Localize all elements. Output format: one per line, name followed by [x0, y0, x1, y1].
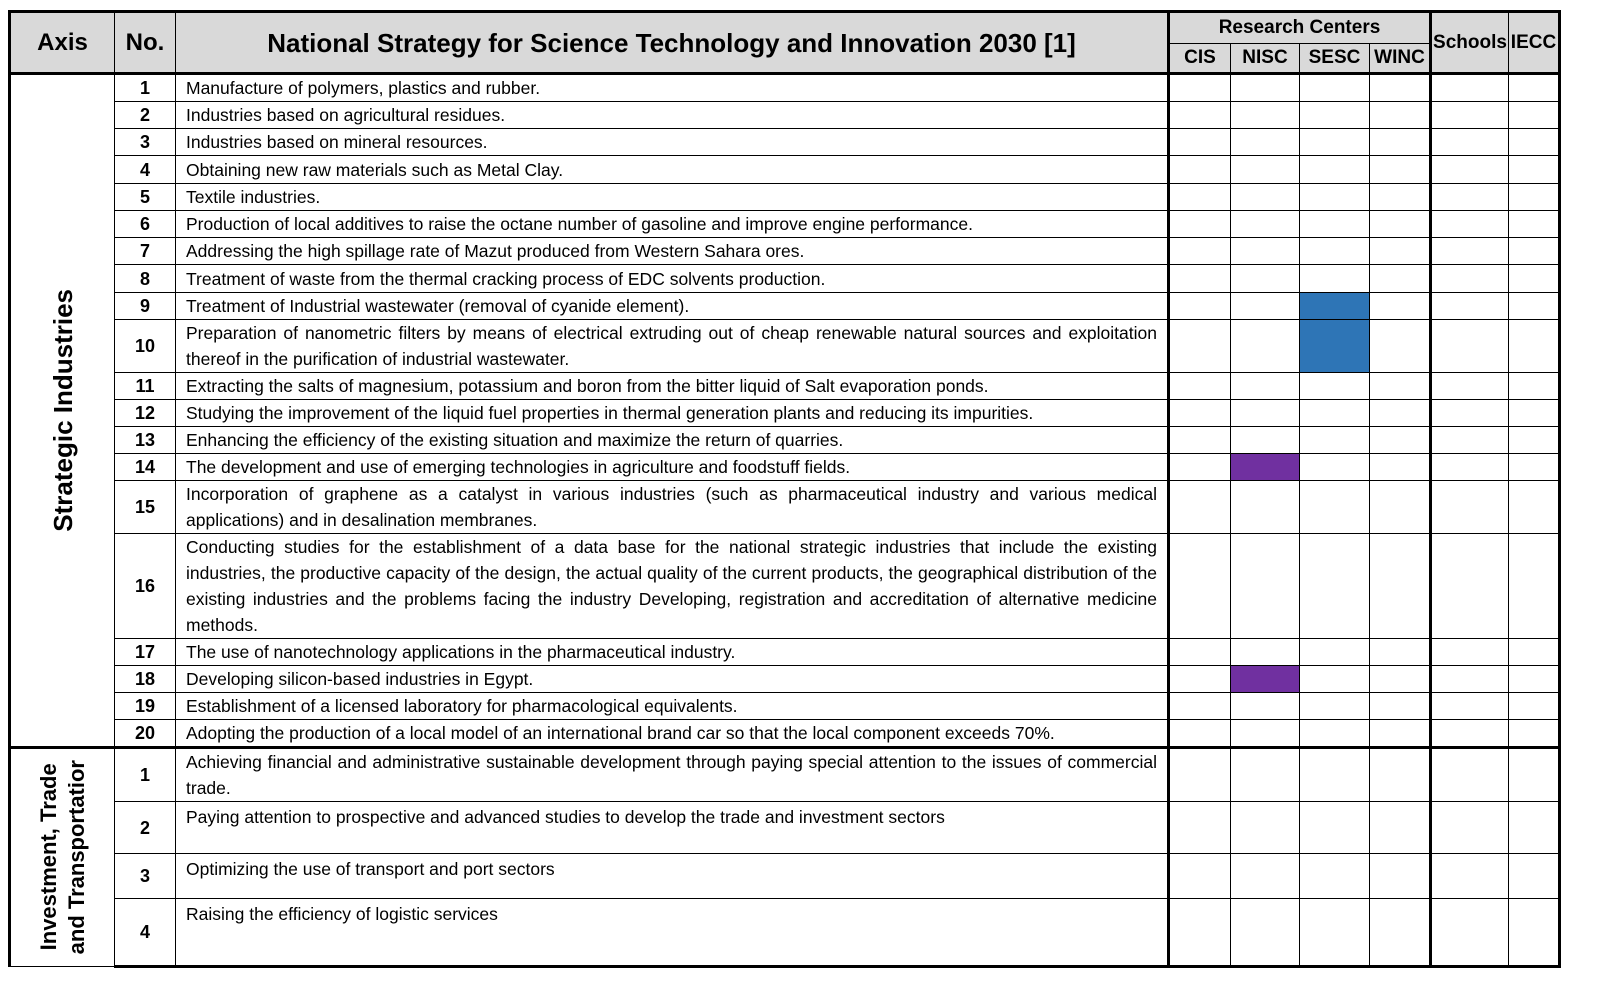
- cell-schools: [1431, 720, 1509, 748]
- cell-iecc: [1509, 74, 1560, 102]
- cell-cis: [1169, 427, 1231, 454]
- cell-iecc: [1509, 639, 1560, 666]
- cell-sesc: [1300, 720, 1370, 748]
- header-axis: Axis: [10, 12, 115, 74]
- row-description: Enhancing the efficiency of the existing situation and maximize the return of quarries.: [176, 427, 1169, 454]
- cell-cis: [1169, 854, 1231, 899]
- row-description: Adopting the production of a local model of an international brand car so that the local component exceeds 70%.: [176, 720, 1169, 748]
- cell-nisc: [1231, 129, 1300, 156]
- header-center-winc: WINC: [1370, 44, 1431, 74]
- cell-winc: [1370, 211, 1431, 238]
- header-iecc: IECC: [1509, 12, 1560, 74]
- cell-cis: [1169, 454, 1231, 481]
- cell-iecc: [1509, 802, 1560, 854]
- row-number: 14: [115, 454, 176, 481]
- row-description: The development and use of emerging technologies in agriculture and foodstuff fields.: [176, 454, 1169, 481]
- table-row: [10, 238, 1560, 265]
- cell-winc: [1370, 748, 1431, 802]
- cell-schools: [1431, 534, 1509, 639]
- cell-nisc: [1231, 481, 1300, 534]
- table-row: [10, 534, 1560, 639]
- cell-winc: [1370, 693, 1431, 720]
- cell-schools: [1431, 748, 1509, 802]
- cell-iecc: [1509, 720, 1560, 748]
- cell-sesc: [1300, 293, 1370, 320]
- cell-schools: [1431, 481, 1509, 534]
- cell-sesc: [1300, 400, 1370, 427]
- cell-winc: [1370, 373, 1431, 400]
- row-description: Obtaining new raw materials such as Metal Clay.: [176, 156, 1169, 184]
- cell-iecc: [1509, 129, 1560, 156]
- strategy-table: [8, 10, 1561, 968]
- row-number: 2: [115, 102, 176, 129]
- cell-cis: [1169, 748, 1231, 802]
- row-description: Conducting studies for the establishment of a data base for the national strategic industries that include the existing industries, the productive capacity of the design, the actual quality of the current products, the geographical distribution of the existing industries and the problems facing the industry Developing, registration and accreditation of alternative medicine methods.: [176, 534, 1169, 639]
- cell-nisc: [1231, 102, 1300, 129]
- cell-schools: [1431, 373, 1509, 400]
- cell-schools: [1431, 102, 1509, 129]
- cell-cis: [1169, 802, 1231, 854]
- row-description: Optimizing the use of transport and port sectors: [176, 854, 1169, 899]
- cell-cis: [1169, 293, 1231, 320]
- row-number: 7: [115, 238, 176, 265]
- cell-winc: [1370, 129, 1431, 156]
- cell-cis: [1169, 211, 1231, 238]
- table-row: [10, 320, 1560, 373]
- cell-schools: [1431, 427, 1509, 454]
- cell-cis: [1169, 534, 1231, 639]
- cell-nisc: [1231, 427, 1300, 454]
- cell-schools: [1431, 854, 1509, 899]
- cell-nisc: [1231, 854, 1300, 899]
- row-description: Achieving financial and administrative sustainable development through paying special attention to the issues of commercial trade.: [176, 748, 1169, 802]
- cell-cis: [1169, 156, 1231, 184]
- cell-winc: [1370, 184, 1431, 211]
- cell-sesc: [1300, 320, 1370, 373]
- cell-iecc: [1509, 693, 1560, 720]
- cell-cis: [1169, 238, 1231, 265]
- table-row: [10, 74, 1560, 102]
- cell-schools: [1431, 293, 1509, 320]
- cell-winc: [1370, 534, 1431, 639]
- cell-nisc: [1231, 693, 1300, 720]
- header-research-centers: Research Centers: [1169, 12, 1431, 44]
- cell-cis: [1169, 666, 1231, 693]
- table-row: [10, 293, 1560, 320]
- cell-schools: [1431, 156, 1509, 184]
- header-center-cis: CIS: [1169, 44, 1231, 74]
- row-number: 1: [115, 748, 176, 802]
- cell-schools: [1431, 666, 1509, 693]
- axis-label: [10, 74, 115, 748]
- cell-nisc: [1231, 534, 1300, 639]
- strategy-table-container: [8, 10, 1561, 968]
- cell-schools: [1431, 320, 1509, 373]
- row-number: 19: [115, 693, 176, 720]
- cell-winc: [1370, 481, 1431, 534]
- table-row: [10, 102, 1560, 129]
- cell-cis: [1169, 481, 1231, 534]
- header-title: National Strategy for Science Technology and Innovation 2030 [1]: [176, 12, 1169, 74]
- header-center-nisc: NISC: [1231, 44, 1300, 74]
- cell-winc: [1370, 666, 1431, 693]
- row-number: 10: [115, 320, 176, 373]
- cell-sesc: [1300, 899, 1370, 967]
- row-description: Industries based on mineral resources.: [176, 129, 1169, 156]
- cell-cis: [1169, 129, 1231, 156]
- row-number: 9: [115, 293, 176, 320]
- cell-schools: [1431, 129, 1509, 156]
- cell-iecc: [1509, 899, 1560, 967]
- cell-schools: [1431, 238, 1509, 265]
- cell-iecc: [1509, 400, 1560, 427]
- header-center-sesc: SESC: [1300, 44, 1370, 74]
- cell-nisc: [1231, 156, 1300, 184]
- row-description: Studying the improvement of the liquid fuel properties in thermal generation plants and reducing its impurities.: [176, 400, 1169, 427]
- row-number: 16: [115, 534, 176, 639]
- cell-winc: [1370, 102, 1431, 129]
- row-number: 11: [115, 373, 176, 400]
- cell-winc: [1370, 639, 1431, 666]
- cell-nisc: [1231, 639, 1300, 666]
- row-description: Extracting the salts of magnesium, potassium and boron from the bitter liquid of Salt evaporation ponds.: [176, 373, 1169, 400]
- cell-iecc: [1509, 184, 1560, 211]
- cell-sesc: [1300, 534, 1370, 639]
- table-row: [10, 693, 1560, 720]
- axis-label-text: Strategic Industries: [47, 289, 78, 532]
- cell-schools: [1431, 454, 1509, 481]
- cell-cis: [1169, 720, 1231, 748]
- cell-sesc: [1300, 156, 1370, 184]
- cell-sesc: [1300, 481, 1370, 534]
- row-number: 20: [115, 720, 176, 748]
- header-no: No.: [115, 12, 176, 74]
- cell-schools: [1431, 899, 1509, 967]
- cell-sesc: [1300, 693, 1370, 720]
- cell-nisc: [1231, 74, 1300, 102]
- axis-label-text: [35, 760, 91, 954]
- cell-sesc: [1300, 427, 1370, 454]
- cell-sesc: [1300, 129, 1370, 156]
- cell-cis: [1169, 639, 1231, 666]
- table-row: [10, 454, 1560, 481]
- cell-winc: [1370, 156, 1431, 184]
- cell-iecc: [1509, 373, 1560, 400]
- table-row: [10, 129, 1560, 156]
- row-description: Establishment of a licensed laboratory for pharmacological equivalents.: [176, 693, 1169, 720]
- table-row: [10, 666, 1560, 693]
- cell-cis: [1169, 373, 1231, 400]
- table-row: [10, 265, 1560, 293]
- axis-label-line: Investment, Trade: [35, 763, 61, 952]
- cell-nisc: [1231, 184, 1300, 211]
- cell-nisc: [1231, 238, 1300, 265]
- cell-iecc: [1509, 211, 1560, 238]
- table-row: [10, 481, 1560, 534]
- cell-winc: [1370, 74, 1431, 102]
- cell-sesc: [1300, 373, 1370, 400]
- cell-iecc: [1509, 293, 1560, 320]
- row-description: The use of nanotechnology applications in the pharmaceutical industry.: [176, 639, 1169, 666]
- cell-sesc: [1300, 265, 1370, 293]
- cell-winc: [1370, 265, 1431, 293]
- row-description: Treatment of Industrial wastewater (removal of cyanide element).: [176, 293, 1169, 320]
- cell-winc: [1370, 293, 1431, 320]
- cell-nisc: [1231, 454, 1300, 481]
- cell-sesc: [1300, 184, 1370, 211]
- row-number: 15: [115, 481, 176, 534]
- cell-nisc: [1231, 899, 1300, 967]
- cell-winc: [1370, 320, 1431, 373]
- row-description: Raising the efficiency of logistic services: [176, 899, 1169, 967]
- cell-iecc: [1509, 427, 1560, 454]
- row-number: 6: [115, 211, 176, 238]
- cell-iecc: [1509, 854, 1560, 899]
- cell-nisc: [1231, 293, 1300, 320]
- cell-winc: [1370, 400, 1431, 427]
- cell-cis: [1169, 320, 1231, 373]
- cell-sesc: [1300, 74, 1370, 102]
- cell-cis: [1169, 400, 1231, 427]
- table-row: [10, 748, 1560, 802]
- cell-sesc: [1300, 854, 1370, 899]
- cell-sesc: [1300, 238, 1370, 265]
- row-number: 3: [115, 854, 176, 899]
- cell-winc: [1370, 899, 1431, 967]
- cell-iecc: [1509, 265, 1560, 293]
- row-number: 18: [115, 666, 176, 693]
- cell-nisc: [1231, 373, 1300, 400]
- cell-nisc: [1231, 400, 1300, 427]
- row-number: 3: [115, 129, 176, 156]
- cell-sesc: [1300, 748, 1370, 802]
- table-row: [10, 802, 1560, 854]
- cell-schools: [1431, 265, 1509, 293]
- row-description: Manufacture of polymers, plastics and rubber.: [176, 74, 1169, 102]
- cell-iecc: [1509, 156, 1560, 184]
- cell-schools: [1431, 400, 1509, 427]
- cell-winc: [1370, 802, 1431, 854]
- cell-cis: [1169, 899, 1231, 967]
- cell-sesc: [1300, 639, 1370, 666]
- table-row: [10, 639, 1560, 666]
- row-number: 8: [115, 265, 176, 293]
- cell-schools: [1431, 74, 1509, 102]
- row-number: 12: [115, 400, 176, 427]
- cell-sesc: [1300, 666, 1370, 693]
- cell-iecc: [1509, 481, 1560, 534]
- row-number: 5: [115, 184, 176, 211]
- cell-schools: [1431, 184, 1509, 211]
- cell-sesc: [1300, 102, 1370, 129]
- row-description: Addressing the high spillage rate of Mazut produced from Western Sahara ores.: [176, 238, 1169, 265]
- cell-schools: [1431, 211, 1509, 238]
- row-number: 17: [115, 639, 176, 666]
- row-description: Industries based on agricultural residues.: [176, 102, 1169, 129]
- cell-cis: [1169, 102, 1231, 129]
- row-number: 4: [115, 156, 176, 184]
- cell-cis: [1169, 184, 1231, 211]
- cell-nisc: [1231, 720, 1300, 748]
- table-row: [10, 373, 1560, 400]
- cell-winc: [1370, 427, 1431, 454]
- cell-winc: [1370, 238, 1431, 265]
- table-row: [10, 720, 1560, 748]
- row-description: Preparation of nanometric filters by means of electrical extruding out of cheap renewable natural sources and exploitation thereof in the purification of industrial wastewater.: [176, 320, 1169, 373]
- row-description: Developing silicon-based industries in Egypt.: [176, 666, 1169, 693]
- cell-schools: [1431, 802, 1509, 854]
- table-body: [10, 74, 1560, 967]
- cell-schools: [1431, 639, 1509, 666]
- row-description: Treatment of waste from the thermal cracking process of EDC solvents production.: [176, 265, 1169, 293]
- cell-cis: [1169, 265, 1231, 293]
- cell-nisc: [1231, 211, 1300, 238]
- cell-nisc: [1231, 320, 1300, 373]
- cell-sesc: [1300, 211, 1370, 238]
- cell-sesc: [1300, 802, 1370, 854]
- cell-iecc: [1509, 454, 1560, 481]
- table-row: [10, 854, 1560, 899]
- cell-nisc: [1231, 748, 1300, 802]
- row-number: 13: [115, 427, 176, 454]
- cell-iecc: [1509, 102, 1560, 129]
- cell-schools: [1431, 693, 1509, 720]
- row-number: 1: [115, 74, 176, 102]
- cell-cis: [1169, 74, 1231, 102]
- cell-iecc: [1509, 320, 1560, 373]
- axis-label-line: and Transportatior: [63, 760, 89, 955]
- table-row: [10, 400, 1560, 427]
- cell-winc: [1370, 720, 1431, 748]
- row-description: Paying attention to prospective and advanced studies to develop the trade and investment sectors: [176, 802, 1169, 854]
- table-row: [10, 184, 1560, 211]
- row-description: Textile industries.: [176, 184, 1169, 211]
- cell-iecc: [1509, 238, 1560, 265]
- axis-label: [10, 748, 115, 967]
- cell-iecc: [1509, 666, 1560, 693]
- row-number: 2: [115, 802, 176, 854]
- cell-sesc: [1300, 454, 1370, 481]
- cell-nisc: [1231, 802, 1300, 854]
- cell-cis: [1169, 693, 1231, 720]
- row-number: 4: [115, 899, 176, 967]
- table-row: [10, 211, 1560, 238]
- cell-iecc: [1509, 534, 1560, 639]
- table-row: [10, 427, 1560, 454]
- cell-nisc: [1231, 666, 1300, 693]
- table-row: [10, 156, 1560, 184]
- header-schools: Schools: [1431, 12, 1509, 74]
- row-description: Incorporation of graphene as a catalyst in various industries (such as pharmaceutical industry and various medical applications) and in desalination membranes.: [176, 481, 1169, 534]
- cell-winc: [1370, 454, 1431, 481]
- cell-winc: [1370, 854, 1431, 899]
- row-description: Production of local additives to raise the octane number of gasoline and improve engine performance.: [176, 211, 1169, 238]
- cell-nisc: [1231, 265, 1300, 293]
- table-row: [10, 899, 1560, 967]
- cell-iecc: [1509, 748, 1560, 802]
